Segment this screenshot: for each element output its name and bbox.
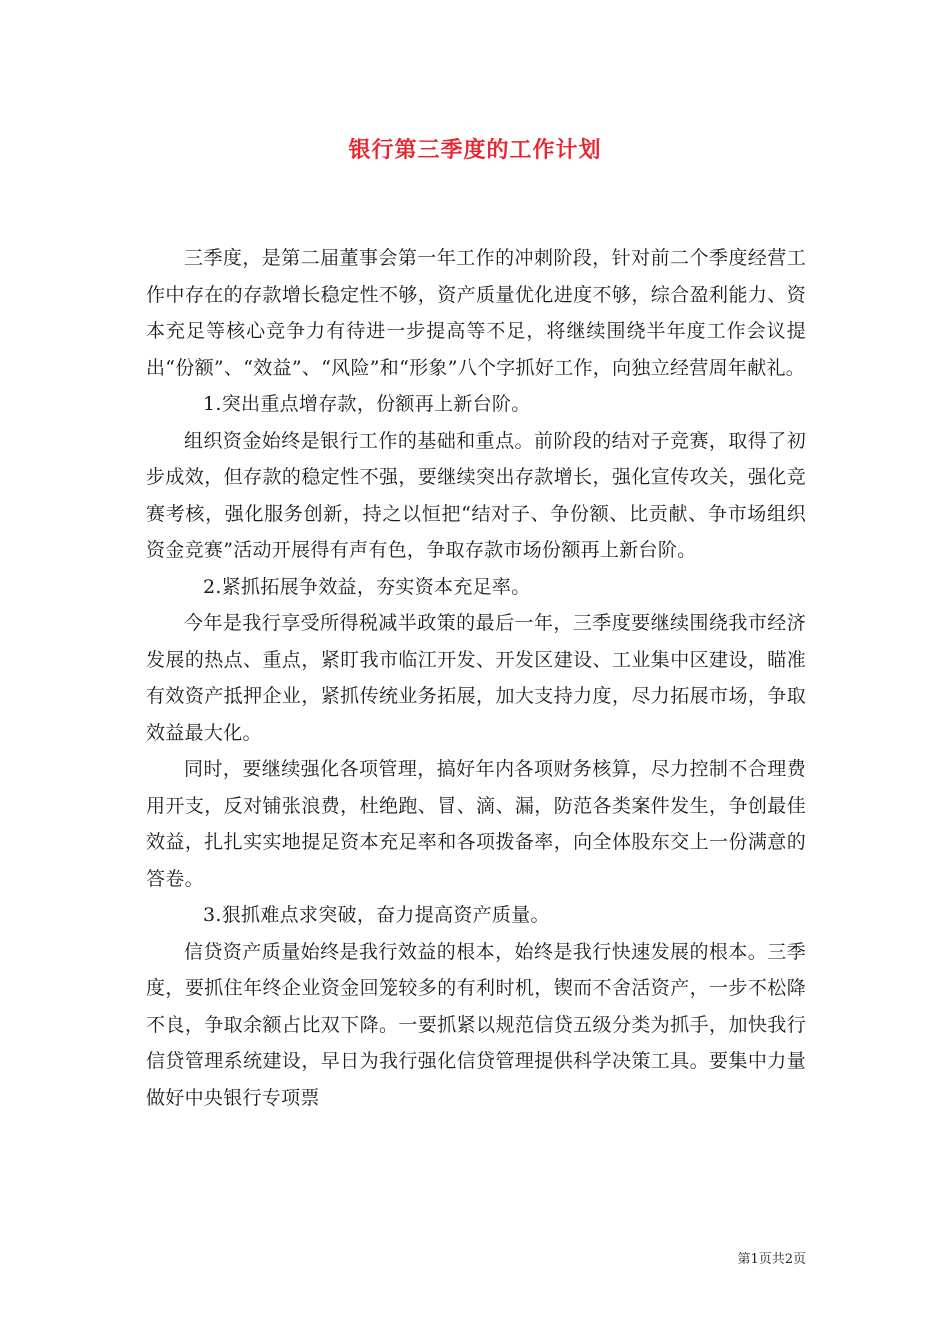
section-2-paragraph-2: 同时，要继续强化各项管理，搞好年内各项财务核算，尽力控制不合理费用开支，反对铺张浪费，杜绝跑、冒、滴、漏，防范各类案件发生，争创最佳效益，扎扎实实地提足资本充足率和各项拨备率，向全体股东交上一份满意的答卷。	[146, 758, 806, 890]
section-1-paragraph: 组织资金始终是银行工作的基础和重点。前阶段的结对子竞赛，取得了初步成效，但存款的稳定性不强，要继续突出存款增长，强化宣传攻关，强化竞赛考核，强化服务创新，持之以恒把“结对子、争份额、比贡献、争市场组织资金竞赛”活动开展得有声有色，争取存款市场份额再上新台阶。	[146, 429, 806, 561]
section-heading-1: 1.突出重点增存款，份额再上新台阶。	[203, 393, 531, 415]
section-2-paragraph-1: 今年是我行享受所得税减半政策的最后一年，三季度要继续围绕我市经济发展的热点、重点，紧盯我市临江开发、开发区建设、工业集中区建设，瞄准有效资产抵押企业，紧抓传统业务拓展，加大支持力度，尽力拓展市场，争取效益最大化。	[146, 612, 806, 744]
section-3-paragraph: 信贷资产质量始终是我行效益的根本，始终是我行快速发展的根本。三季度，要抓住年终企业资金回笼较多的有利时机，锲而不舍活资产，一步不松降不良，争取余额占比双下降。一要抓紧以规范信贷五级分类为抓手，加快我行信贷管理系统建设，早日为我行强化信贷管理提供科学决策工具。要集中力量做好中央银行专项票	[146, 940, 806, 1109]
page-number: 第1页共2页	[737, 1252, 806, 1267]
document-title: 银行第三季度的工作计划	[348, 137, 602, 163]
document-body	[146, 240, 806, 1116]
section-heading-3: 3.狠抓难点求突破，奋力提高资产质量。	[203, 904, 550, 926]
intro-paragraph: 三季度，是第二届董事会第一年工作的冲刺阶段，针对前二个季度经营工作中存在的存款增长稳定性不够，资产质量优化进度不够，综合盈利能力、资本充足等核心竞争力有待进一步提高等不足，将继续围绕半年度工作会议提出“份额”、“效益”、“风险”和“形象”八个字抓好工作，向独立经营周年献礼。	[146, 247, 806, 379]
section-heading-2: 2.紧抓拓展争效益，夯实资本充足率。	[203, 575, 531, 598]
